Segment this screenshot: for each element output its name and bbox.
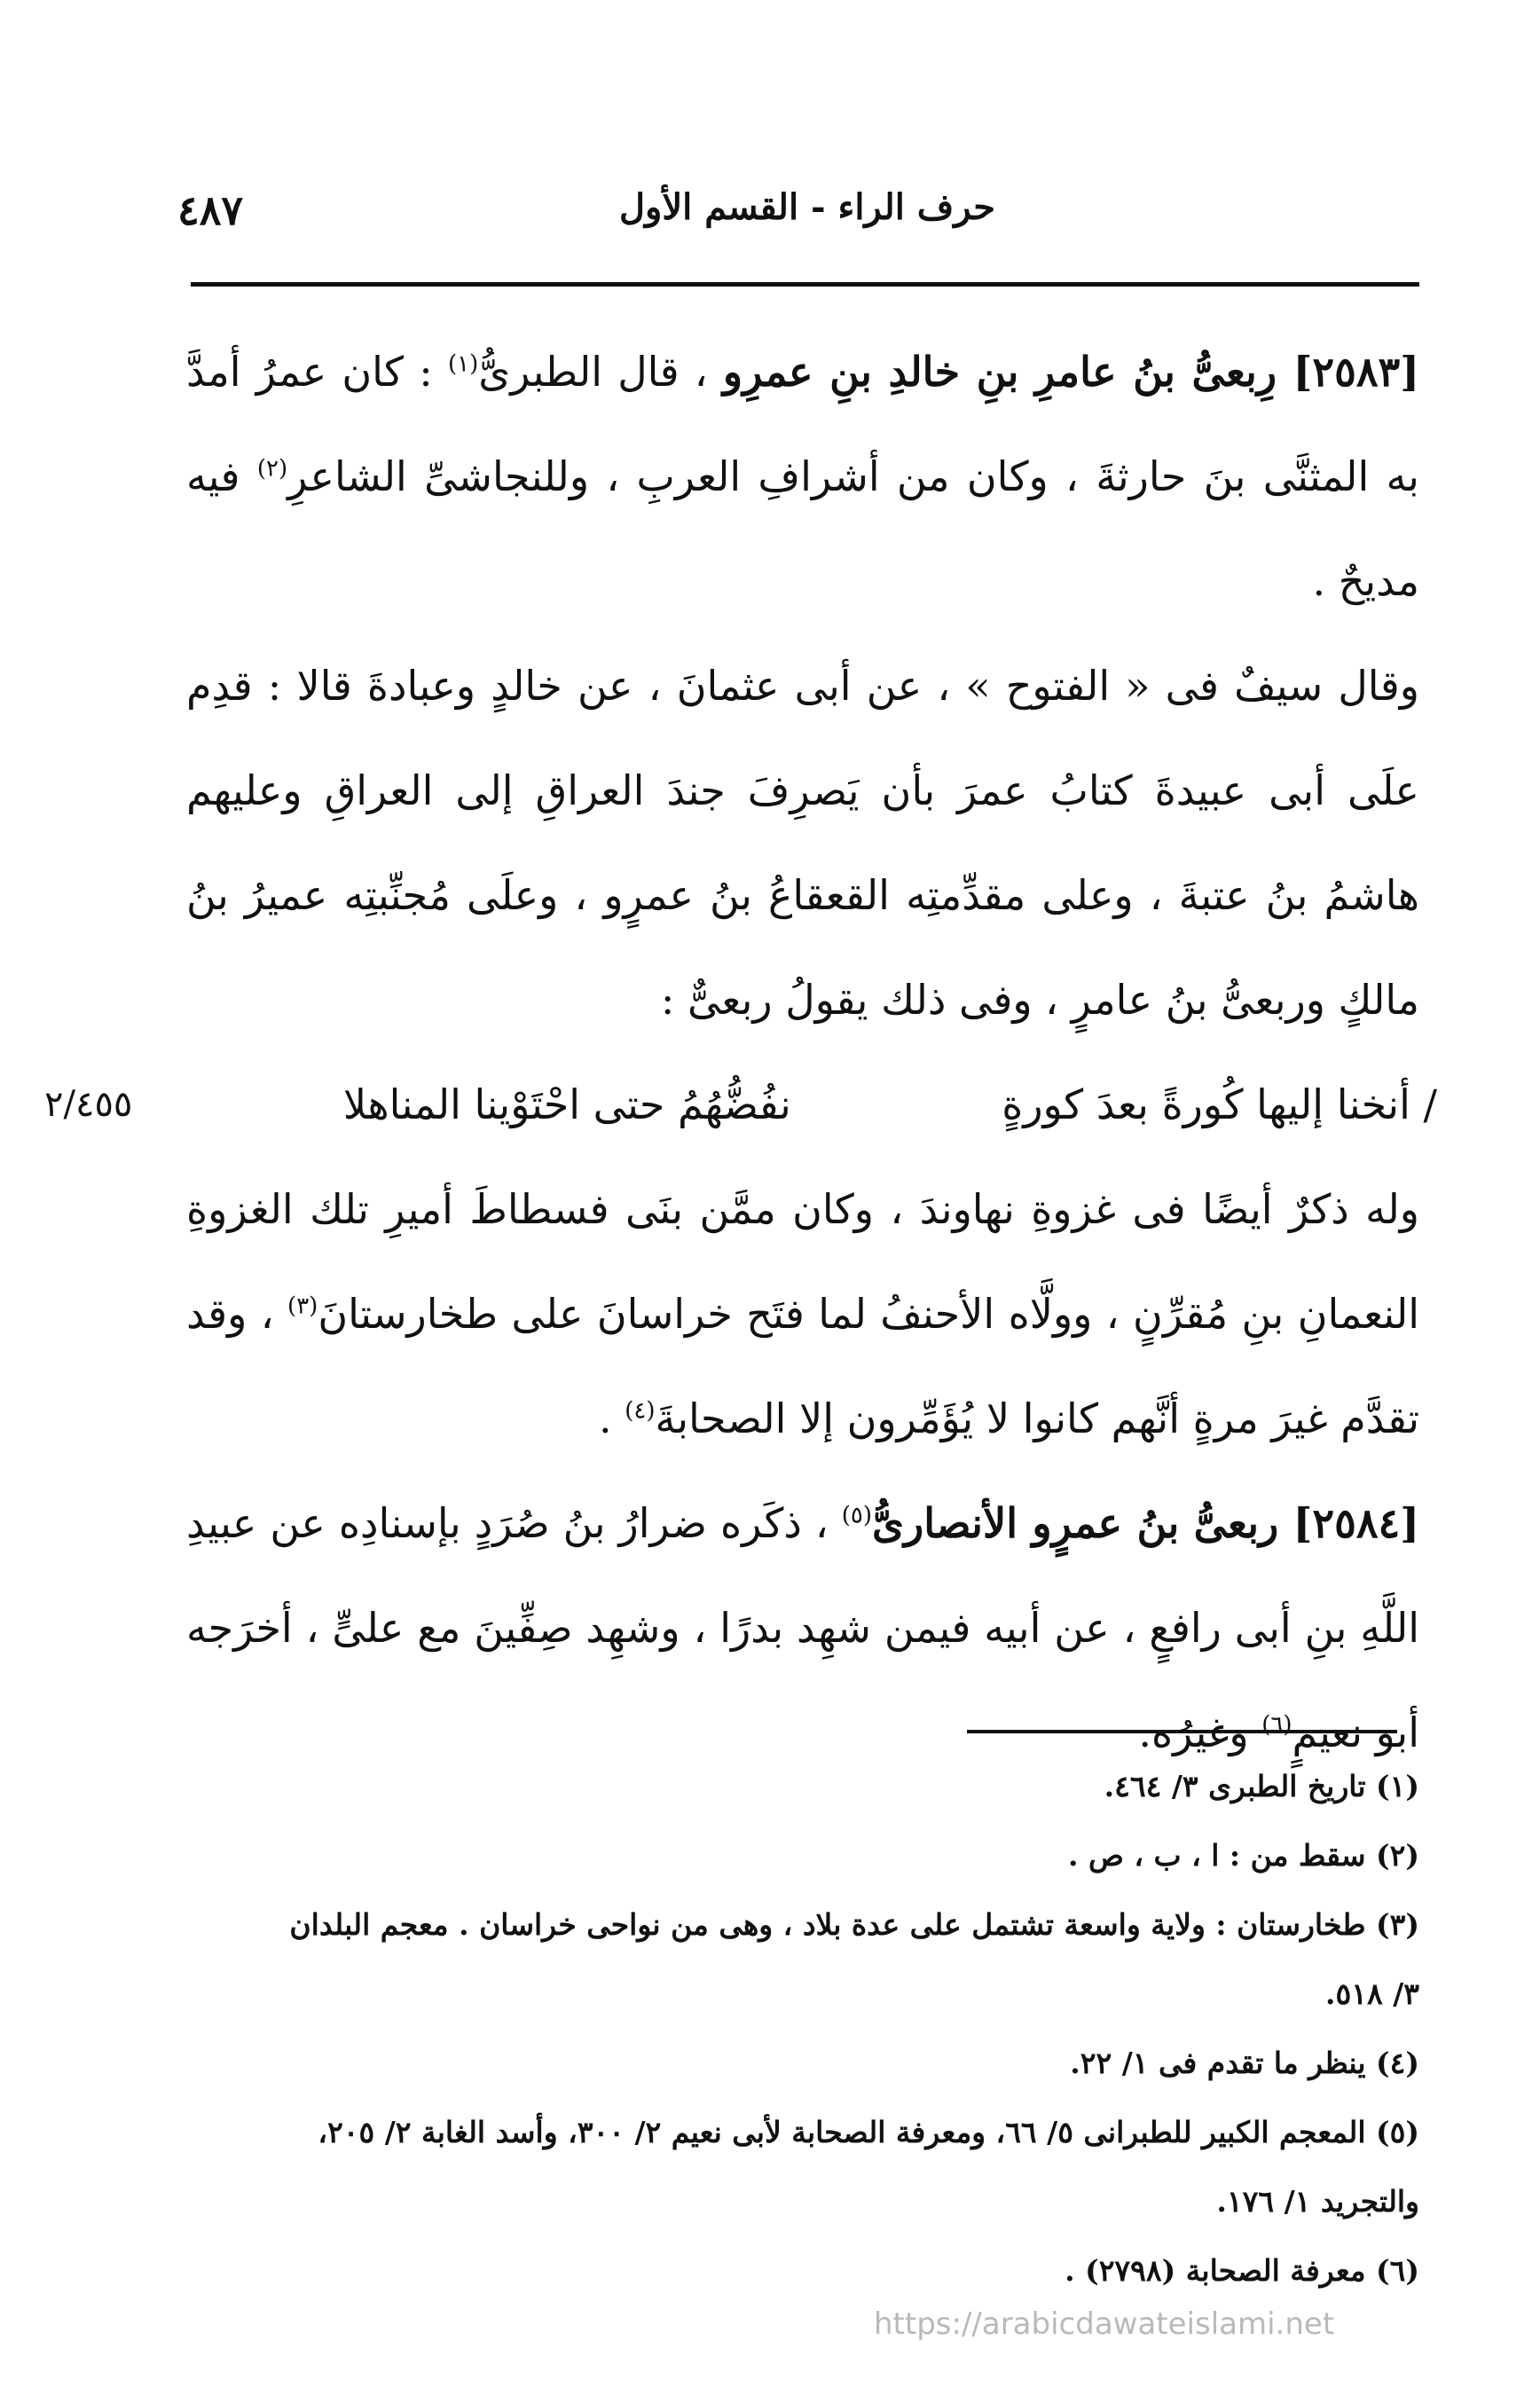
paragraph-nahawand-text: ، وقد تقدَّم غيرَ مرةٍ أنَّهم كانوا لا يُؤَمِّرون إلا الصحابةَ: [186, 1290, 1419, 1442]
footnote-ref-5[interactable]: (٥): [841, 1502, 873, 1529]
footnote-3: (٣) طخارستان : ولاية واسعة تشتمل على عدة بلاد ، وهى من نواحى خراسان . معجم البلدان: [289, 1907, 1419, 1942]
footnote-ref-4[interactable]: (٤): [625, 1397, 656, 1425]
footnote-ref-1[interactable]: (١): [447, 350, 479, 378]
footnotes: [186, 1752, 1419, 2306]
poetry-verse: [44, 1052, 1437, 1157]
entry-2583-text: ، قال الطبرىُّ: [478, 348, 708, 396]
paragraph-nahawand-text: .: [599, 1394, 612, 1442]
running-header-title: حرف الراء - القسم الأول: [618, 186, 995, 228]
paragraph-nahawand: [186, 1157, 1419, 1471]
main-text: [44, 319, 1437, 1785]
footnote-5-continued: والتجريد ١/ ١٧٦.: [1216, 2184, 1419, 2219]
entry-2583-text: : كان عمرُ أمدَّ به المثنَّى بنَ حارثةَ ، وكان من أشرافِ العربِ ، وللنجاشىِّ الشاعرِ: [186, 348, 1419, 500]
entry-2583-heading: [٢٥٨٣] رِبعىُّ بنُ عامرِ بنِ خالدِ بنِ عمرِو: [722, 348, 1419, 396]
footnote-5: (٥) المعجم الكبير للطبرانى ٥/ ٦٦، ومعرفة الصحابة لأبى نعيم ٢/ ٣٠٠، وأسد الغابة ٢/ ٢٠٥،: [318, 2115, 1419, 2149]
footnote-separator: [967, 1730, 1397, 1733]
footnote-3-continued: ٣/ ٥١٨.: [1325, 1976, 1419, 2011]
entry-2584-heading: [٢٥٨٤] ربعىُّ بنُ عمرٍو الأنصارىُّ: [872, 1499, 1419, 1547]
page-number: ٤٨٧: [177, 186, 244, 234]
entry-2584: [186, 1471, 1419, 1785]
watermark-url: https://arabicdawateislami.net: [874, 2306, 1335, 2342]
footnote-4: (٤) ينظر ما تقدم فى ١/ ٢٢.: [1070, 2046, 1419, 2080]
entry-2583-text: فيه مديحٌ .: [186, 452, 1419, 605]
paragraph-saif: وقال سيفٌ فى « الفتوح » ، عن أبى عثمانَ ، عن خالدٍ وعبادةَ قالا : قدِم علَى أبى عبيدةَ كتابُ عمرَ بأن يَصرِفَ جندَ العراقِ إلى العراقِ وعليهم هاشمُ بنُ عتبةَ ، وعلى مقدِّمتِه القعقاعُ بنُ عمرٍو ، وعلَى مُجنِّبتِه عميرُ بنُ مالكٍ وربعىُّ بنُ عامرٍ ، وفى ذلك يقولُ ربعىٌّ :: [186, 662, 1419, 1024]
footnote-ref-2[interactable]: (٢): [256, 455, 288, 483]
header-rule: [191, 282, 1419, 287]
footnote-ref-6[interactable]: (٦): [1261, 1711, 1292, 1739]
paragraph-nahawand-text: وله ذكرٌ أيضًا فى غزوةِ نهاوندَ ، وكان ممَّن بنَى فسطاطَ أميرِ تلك الغزوةِ النعمانِ بنِ مُقرِّنٍ ، وولَّاه الأحنفُ لما فتَح خراسانَ على طخارستانَ: [186, 1185, 1420, 1338]
entry-2583: [186, 319, 1419, 633]
footnote-6: (٦) معرفة الصحابة (٢٧٩٨) .: [1065, 2253, 1419, 2288]
margin-volume-reference: ٢/٤٥٥: [44, 1084, 133, 1125]
entry-2584-text: وغيرُه.: [1138, 1709, 1249, 1756]
entry-2584-text: ، ذكَره ضرارُ بنُ صُرَدٍ بإسنادِه عن عبيدِ اللَّهِ بنِ أبى رافعٍ ، عن أبيه فيمن شهِد بدرًا ، وشهِد صِفِّينَ مع علىٍّ ، أخرَجه أبو نعيمٍ: [186, 1499, 1419, 1756]
footnote-ref-3[interactable]: (٣): [287, 1292, 318, 1320]
footnote-2: (٢) سقط من : ا ، ب ، ص .: [1068, 1838, 1419, 1873]
verse-second-hemistich: نفُضُّهُمُ حتى احْتَوْينا المناهلا: [342, 1080, 791, 1128]
verse-first-hemistich: / أنخنا إليها كُورةً بعدَ كورةٍ: [1002, 1080, 1437, 1128]
footnote-1: (١) تاريخ الطبرى ٣/ ٤٦٤.: [1104, 1769, 1419, 1803]
